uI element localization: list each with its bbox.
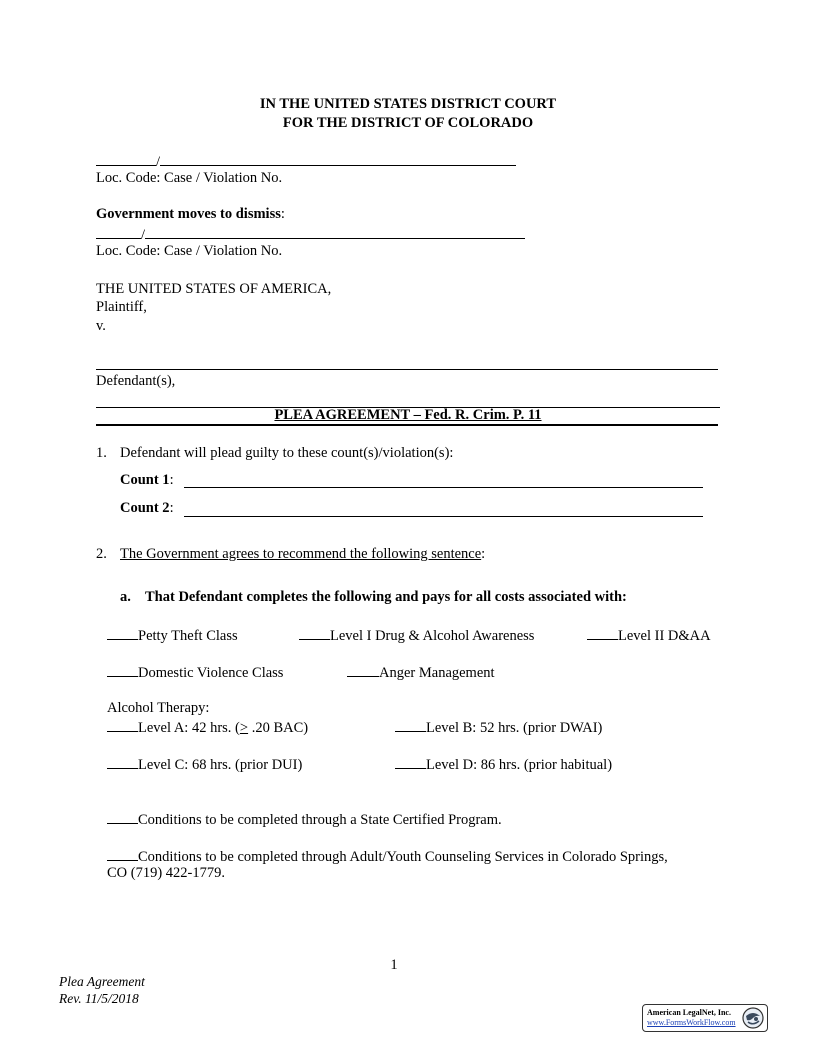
greater-equal-symbol: > [239, 720, 249, 736]
option-blank[interactable] [107, 626, 138, 640]
option-level-b[interactable] [395, 718, 602, 737]
option-blank[interactable] [299, 626, 330, 640]
count-1-row [120, 472, 174, 489]
dismiss-case-number-blank[interactable] [145, 225, 525, 239]
option-blank[interactable] [395, 718, 426, 732]
dismiss-loc-code-blank[interactable] [96, 225, 141, 239]
option-level-a[interactable] [107, 718, 308, 737]
level-a-label: Level A: 42 hrs. ( [138, 720, 240, 736]
option-label: Conditions to be completed through Adult/Youth Counseling Services in Colorado Springs, [138, 849, 668, 865]
option-blank[interactable] [107, 663, 138, 677]
case-number-label-1: Loc. Code: Case / Violation No. [96, 170, 283, 186]
case-number-blank[interactable] [160, 152, 516, 166]
publisher-name: American LegalNet, Inc. [647, 1008, 731, 1017]
counseling-phone: CO (719) 422-1779. [107, 865, 226, 881]
option-label: Level B: 52 hrs. (prior DWAI) [426, 720, 603, 736]
globe-icon [742, 1007, 764, 1029]
case-number-label-2: Loc. Code: Case / Violation No. [96, 243, 283, 259]
option-label: Petty Theft Class [138, 628, 238, 644]
option-level-c[interactable] [107, 755, 302, 774]
count-2-row [120, 500, 174, 517]
alcohol-therapy-heading: Alcohol Therapy: [107, 700, 210, 716]
page-number: 1 [390, 957, 398, 973]
count-2-colon: : [169, 500, 174, 516]
plaintiff-role: Plaintiff, [96, 299, 147, 315]
case-number-field-1[interactable] [96, 152, 516, 171]
option-blank[interactable] [107, 755, 138, 769]
title-bottom-rule [96, 424, 718, 426]
count-1-label: Count 1 [120, 472, 170, 488]
form-revision: Rev. 11/5/2018 [59, 991, 139, 1006]
option-label: Level I Drug & Alcohol Awareness [330, 628, 535, 644]
district-name: FOR THE DISTRICT OF COLORADO [282, 115, 534, 131]
option-label: Domestic Violence Class [138, 665, 284, 681]
dismiss-heading-text: Government moves to dismiss [96, 206, 281, 222]
section-2-colon: : [481, 546, 486, 562]
option-label: Level II D&AA [618, 628, 711, 644]
count-2-label: Count 2 [120, 500, 170, 516]
document-title: PLEA AGREEMENT – Fed. R. Crim. P. 11 [274, 407, 542, 423]
option-level-d[interactable] [395, 755, 612, 774]
option-label: Anger Management [379, 665, 495, 681]
section-1-number: 1. [96, 445, 107, 461]
option-blank[interactable] [395, 755, 426, 769]
option-label: Level C: 68 hrs. (prior DUI) [138, 757, 303, 773]
form-name: Plea Agreement [59, 974, 145, 989]
plaintiff-name: THE UNITED STATES OF AMERICA, [96, 281, 332, 297]
defendant-name-line[interactable] [96, 369, 718, 370]
section-2-text [120, 546, 485, 563]
option-petty-theft[interactable] [107, 626, 238, 645]
option-blank[interactable] [107, 718, 138, 732]
option-label: Conditions to be completed through a State Certified Program. [138, 812, 502, 828]
count-2-input[interactable] [184, 516, 703, 517]
section-2-text-underlined: The Government agrees to recommend the following sentence [120, 546, 482, 562]
level-a-bac: .20 BAC) [248, 720, 309, 736]
case-number-field-2[interactable] [96, 225, 525, 244]
subsection-a-letter: a. [120, 589, 131, 605]
option-level-1-drug-alcohol[interactable] [299, 626, 534, 645]
option-anger-management[interactable] [347, 663, 495, 682]
section-2-number: 2. [96, 546, 107, 562]
subsection-a-text: That Defendant completes the following and pays for all costs associated with: [145, 589, 627, 605]
dismiss-heading [96, 206, 285, 223]
option-domestic-violence[interactable] [107, 663, 283, 682]
count-1-colon: : [169, 472, 174, 488]
dismiss-separator: / [141, 227, 146, 243]
option-blank[interactable] [107, 810, 138, 824]
loc-code-blank[interactable] [96, 152, 156, 166]
count-1-input[interactable] [184, 487, 703, 488]
court-name: IN THE UNITED STATES DISTRICT COURT [259, 96, 557, 112]
publisher-logo[interactable] [642, 1004, 768, 1032]
option-counseling-services[interactable] [107, 847, 668, 866]
section-1-text: Defendant will plead guilty to these count(s)/violation(s): [120, 445, 454, 461]
option-blank[interactable] [587, 626, 618, 640]
defendant-label: Defendant(s), [96, 373, 176, 389]
dismiss-colon: : [280, 206, 285, 222]
option-blank[interactable] [347, 663, 379, 677]
option-blank[interactable] [107, 847, 138, 861]
publisher-link[interactable]: www.FormsWorkFlow.com [647, 1018, 736, 1027]
case-separator: / [156, 154, 161, 170]
option-level-2-daa[interactable] [587, 626, 711, 645]
option-state-certified[interactable] [107, 810, 502, 829]
versus-label: v. [96, 318, 106, 334]
option-label: Level D: 86 hrs. (prior habitual) [426, 757, 613, 773]
